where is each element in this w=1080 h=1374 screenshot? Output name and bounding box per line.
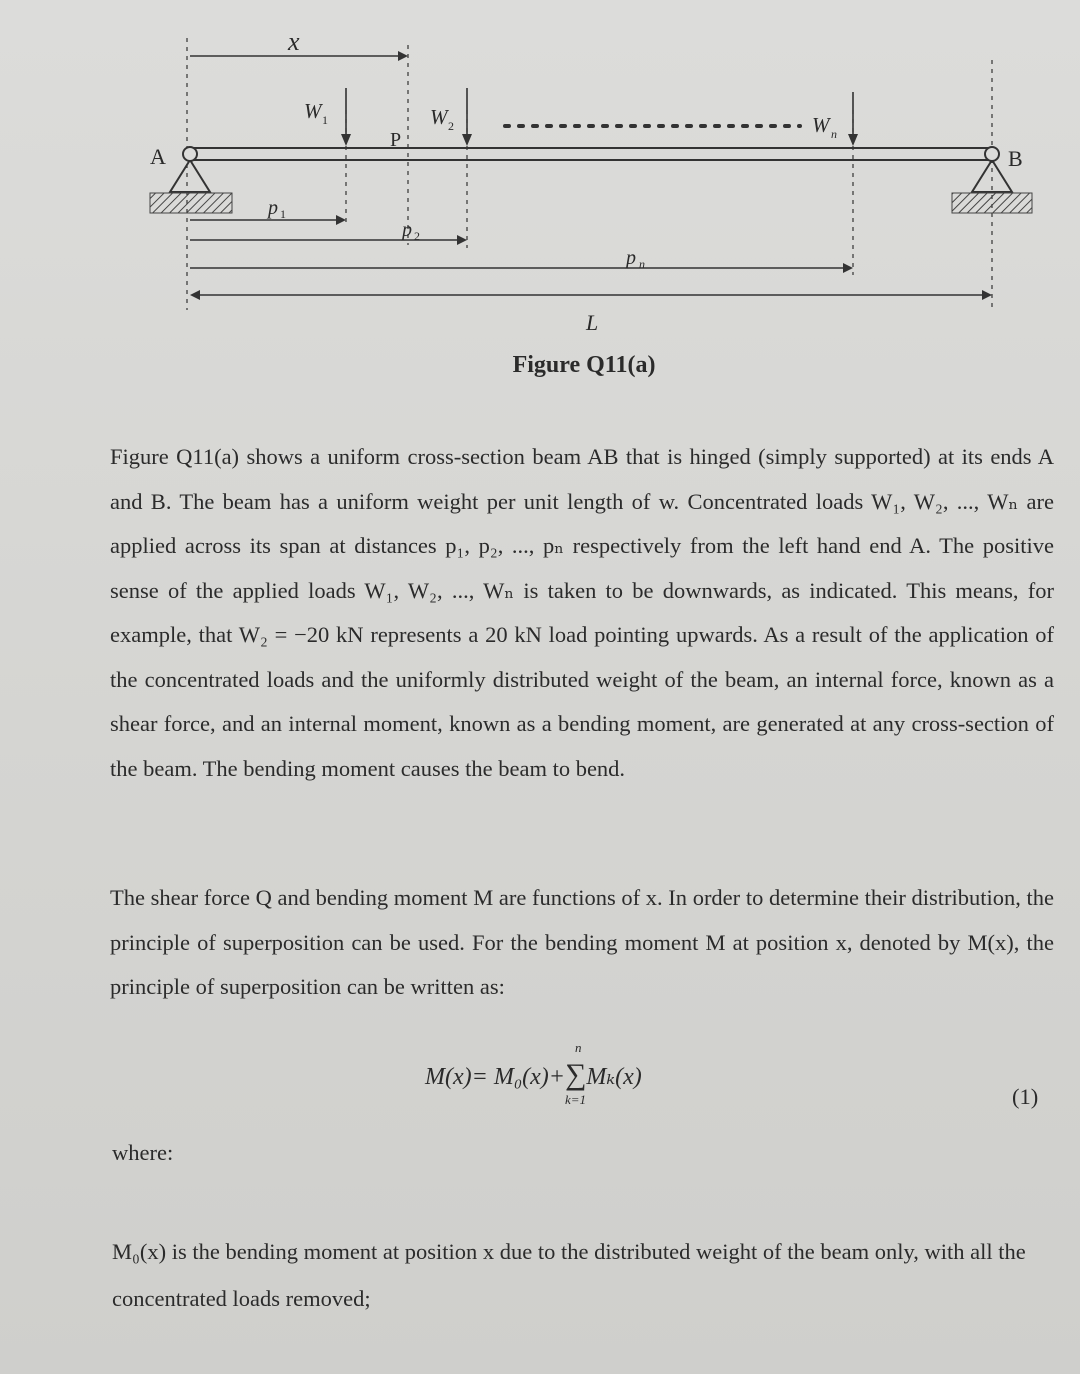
w1-sub: 1 — [322, 113, 328, 127]
wn-sub: n — [831, 127, 837, 141]
figure-caption: Figure Q11(a) — [512, 352, 656, 378]
sum-symbol: ∑ n k=1 — [565, 1040, 587, 1107]
beam-figure — [0, 0, 1080, 400]
equation-number: (1) — [1012, 1084, 1039, 1109]
l-label: L — [586, 310, 599, 335]
equation-term: Mₖ(x) — [586, 1064, 642, 1090]
w2-sub: 2 — [448, 119, 454, 133]
wn-label: W — [812, 113, 830, 137]
p2-sub: 2 — [414, 229, 420, 243]
w2-label: W — [430, 105, 448, 129]
pn-sub: n — [639, 257, 645, 271]
support-b-label: B — [1008, 146, 1023, 171]
p1-sub: 1 — [280, 207, 286, 221]
p-label: P — [390, 129, 402, 151]
paragraph-2: The shear force Q and bending moment M are functions of x. In order to determine their distribution, the principle of superposition can be used. For the bending moment M at position x, denoted by M(x), the principle of superposition can be written as: — [110, 885, 1054, 999]
support-a-label: A — [150, 144, 166, 169]
paragraph-3: M₀(x) is the bending moment at position x due to the distributed weight of the beam only, with all the concentrated loads removed; — [112, 1239, 1026, 1311]
x-label: x — [288, 27, 300, 56]
w1-label: W — [304, 99, 322, 123]
sum-lower: k=1 — [565, 1092, 587, 1107]
equation-lhs: M(x)= M₀(x)+ — [425, 1064, 565, 1090]
where-label: where: — [112, 1140, 174, 1165]
paragraph-1: Figure Q11(a) shows a uniform cross-section beam AB that is hinged (simply supported) at its ends A and B. The beam has a uniform weight per unit length of w. Concentrated loads W₁, W₂, ..., Wₙ are applied across its span at distances p₁, p₂, ..., pₙ respectively from the left hand end A. The positive sense of the applied loads W₁, W₂, ..., Wₙ is taken to be downwards, as indicated. This means, for example, that W₂ = −20 kN represents a 20 kN load pointing upwards. As a result of the application of the concentrated loads and the uniformly distributed weight of the beam, an internal force, known as a shear force, and an internal moment, known as a bending moment, are generated at any cross-section of the beam. The bending moment causes the beam to bend. — [110, 444, 1054, 781]
p1-label: p — [268, 197, 278, 219]
equation-1 — [425, 1040, 642, 1107]
p2-label: p — [402, 219, 412, 241]
pn-label: p — [626, 247, 636, 269]
sum-upper: n — [575, 1040, 582, 1055]
